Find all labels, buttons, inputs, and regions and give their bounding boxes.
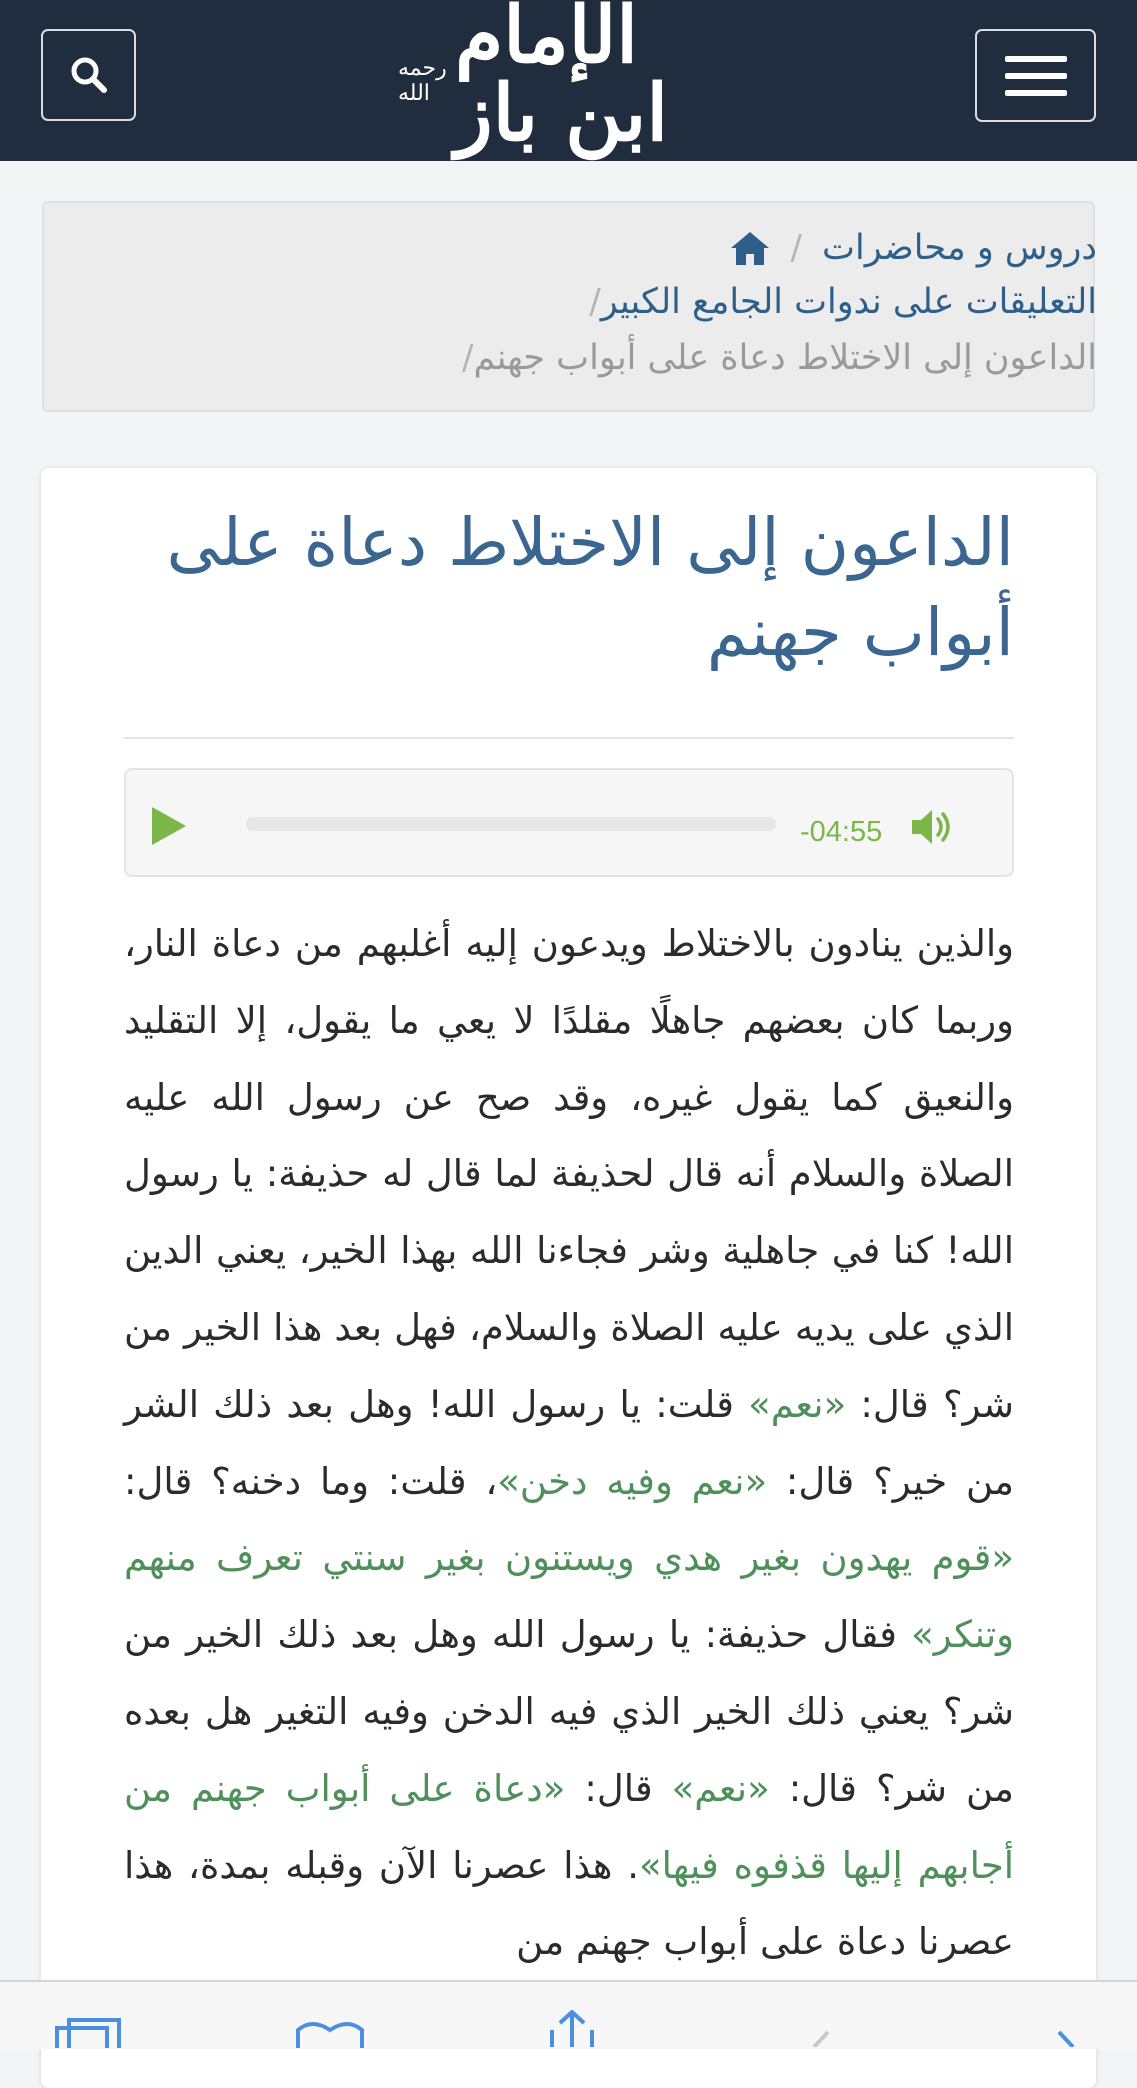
body-segment: قلت: يا رسول الله! وهل بعد ذلك الشر من خير؟ قال: (124, 1382, 1014, 1503)
top-navbar (0, 0, 1137, 161)
breadcrumb-item-lessons[interactable]: دروس و محاضرات (822, 228, 1097, 268)
breadcrumb-item-current: الداعون إلى الاختلاط دعاة على أبواب جهنم (473, 338, 1097, 378)
audio-progress-bar[interactable] (246, 817, 776, 831)
bookmarks-icon[interactable] (294, 2018, 366, 2048)
menu-button[interactable] (975, 29, 1096, 122)
share-icon[interactable] (544, 2010, 600, 2047)
hamburger-menu-icon (1005, 54, 1067, 98)
play-icon[interactable] (150, 805, 188, 847)
home-icon[interactable] (729, 229, 771, 267)
audio-time-remaining: -04:55 (800, 816, 883, 848)
site-logo[interactable] (390, 0, 730, 159)
search-button[interactable] (41, 29, 136, 121)
body-segment: . هذا عصرنا الآن وقبله بمدة، هذا عصرنا دعاة على أبواب جهنم من (124, 1843, 1014, 1964)
tabs-icon[interactable] (55, 2018, 125, 2048)
body-segment: والذين ينادون بالاختلاط ويدعون إليه أغلبهم من دعاة النار، وربما كان بعضهم جاهلًا مقلدًا لا يعي ما يقول، إلا التقليد والنعيق كما يقول غيره، وقد صح عن رسول الله عليه الصلاة والسلام أنه قال لحذيفة لما قال له حذيفة: يا رسول الله! كنا في جاهلية وشر فجاءنا الله بهذا الخير، يعني الدين الذي على يديه عليه الصلاة والسلام، فهل بعد هذا الخير من شر؟ قال: (124, 922, 1014, 1426)
title-divider (124, 737, 1014, 739)
breadcrumb-row-3 (442, 332, 1097, 384)
body-segment: فقال حذيفة: يا رسول الله وهل بعد ذلك الخير من شر؟ يعني ذلك الخير الذي فيه الدخن وفيه التغير هل بعده من شر؟ قال: (124, 1613, 1014, 1810)
breadcrumb-row-2 (569, 276, 1097, 328)
volume-icon[interactable] (910, 806, 958, 848)
logo-text: الإمام ابن باز (454, 0, 668, 159)
body-segment: قال: (565, 1766, 672, 1810)
article-body (124, 906, 1014, 1981)
search-icon (69, 55, 109, 95)
forward-icon[interactable] (1055, 2030, 1079, 2047)
breadcrumb-row-1 (729, 222, 1097, 274)
breadcrumb-item-commentaries[interactable]: التعليقات على ندوات الجامع الكبير (600, 282, 1097, 322)
back-icon[interactable] (808, 2030, 832, 2047)
hadith-quote: «نعم وفيه دخن» (497, 1459, 768, 1503)
breadcrumb-separator: / (589, 282, 601, 322)
hadith-quote: «نعم» (748, 1382, 847, 1426)
hadith-quote: «قوم يهدون بغير هدي ويستنون بغير سنتي تعرف منهم وتنكر» (124, 1536, 1014, 1657)
hadith-quote: «نعم» (671, 1766, 770, 1810)
body-segment: ، قلت: وما دخنه؟ قال: (124, 1459, 498, 1503)
hadith-quote: «دعاة على أبواب جهنم من أجابهم إليها قذفوه فيها» (124, 1766, 1014, 1887)
article-title: الداعون إلى الاختلاط دعاة على أبواب جهنم (166, 504, 1014, 671)
breadcrumb-separator: / (790, 228, 803, 268)
breadcrumb-separator: / (461, 338, 474, 378)
logo-honorific: رحمه الله (398, 56, 447, 106)
